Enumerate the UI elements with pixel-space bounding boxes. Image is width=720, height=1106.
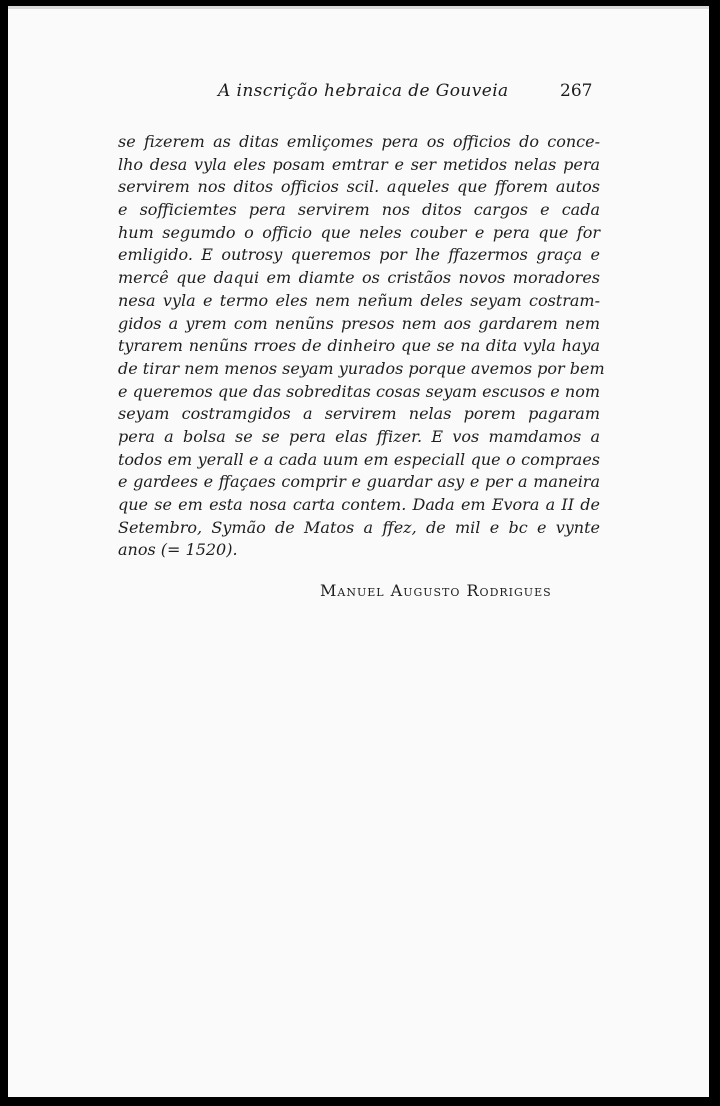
text-line: e gardees e ffaçaes comprir e guardar asy e per a maneira [118,472,600,492]
text-line: nesa vyla e termo eles nem neñum deles seyam costram- [118,290,600,310]
text-line: gidos a yrem com nenũns presos nem aos gardarem nem [118,313,600,333]
text-line: seyam costramgidos a servirem nelas porem pagaram [118,404,600,424]
text-line: servirem nos ditos officios scil. aqueles que fforem autos [118,177,600,197]
text-line: e sofficiemtes pera servirem nos ditos cargos e cada [118,200,600,220]
text-line: todos em yerall e a cada uum em especiall que o compraes [118,449,600,469]
text-line: Setembro, Symão de Matos a ffez, de mil e bc e vynte [118,517,600,537]
text-line: de tirar nem menos seyam yurados porque avemos por bem [118,358,605,378]
text-line: pera a bolsa se se pera elas ffizer. E vos mamdamos a [118,426,600,446]
text-line: anos (= 1520). [118,540,238,560]
text-line: se fizerem as ditas emliçomes pera os officios do conce- [118,132,600,151]
text-line: tyrarem nenũns rroes de dinheiro que se na dita vyla haya [118,336,600,356]
text-line: que se em esta nosa carta contem. Dada em Evora a II de [118,495,600,514]
text-line: hum segumdo o officio que neles couber e pera que for [118,222,600,242]
page-number: 267 [560,81,593,101]
document-page [8,6,709,1097]
text-line: emligido. E outrosy queremos por lhe ffazermos graça e [118,245,600,265]
text-line: e queremos que das sobreditas cosas seyam escusos e nom [118,381,600,401]
author-signature: Manuel Augusto Rodrigues [320,581,552,600]
body-text [118,131,605,562]
text-line: lho desa vyla eles posam emtrar e ser metidos nelas pera [118,154,600,174]
running-title: A inscrição hebraica de Gouveia [218,81,509,101]
text-line: mercê que daqui em diamte os cristãos novos moradores [118,268,600,288]
running-head [8,81,709,111]
